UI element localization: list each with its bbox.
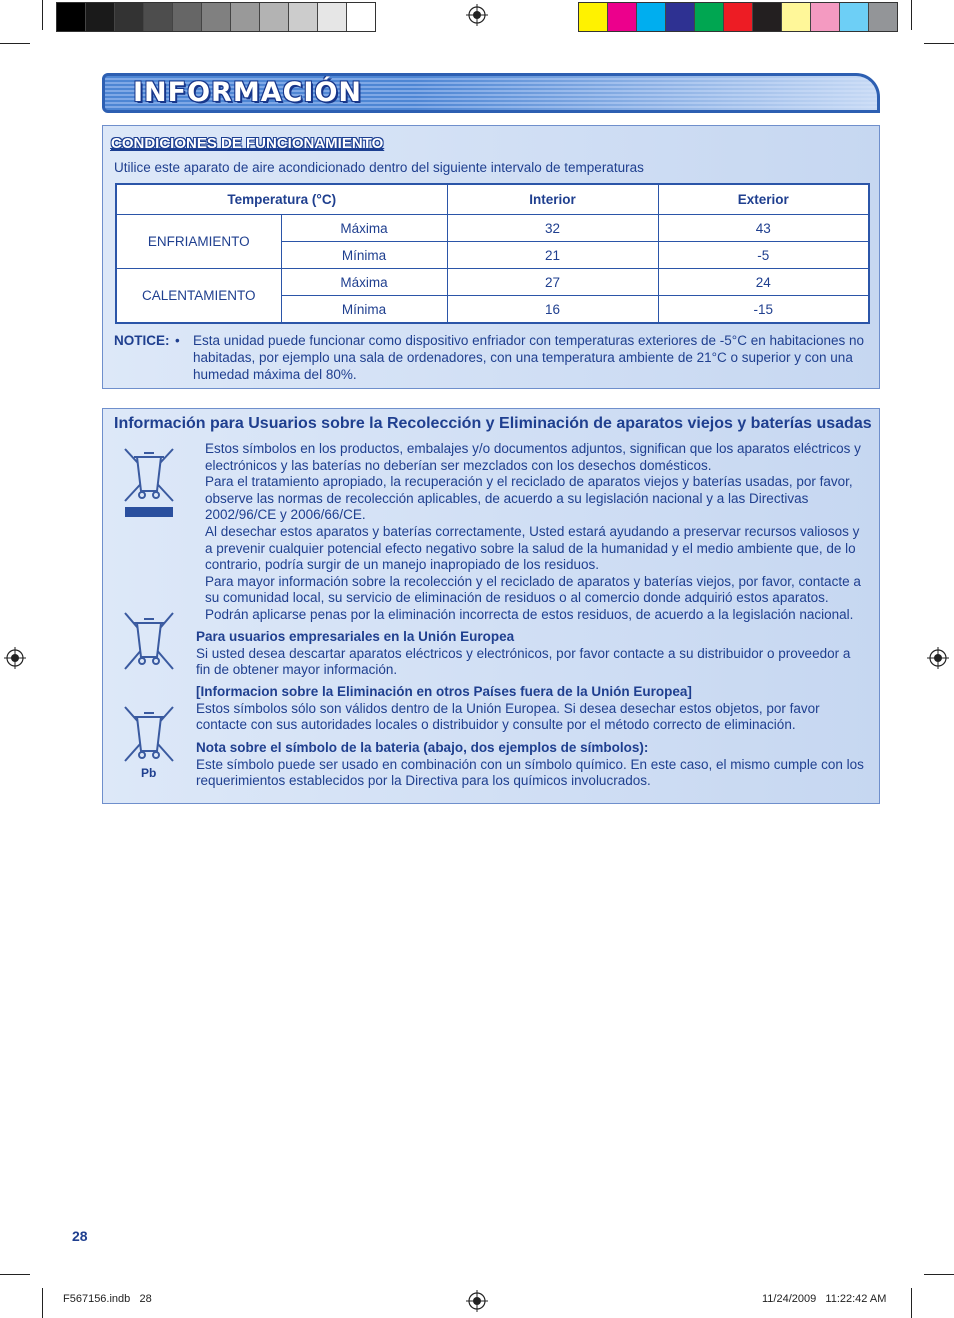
notice-text: Esta unidad puede funcionar como dispositivo enfriador con temperaturas exteriores de -5°C en habitaciones no habitadas, por ejemplo una sala de ordenadores, con una temperatura ambiente de 21°C o superior y con una humedad máxima del 80%. (193, 333, 865, 382)
disposal-text-4: Para mayor información sobre la recolección y el reciclado de aparatos y baterías viejos, por favor, contacte a su comunidad local, su servicio de eliminación de residuos o al comercio donde adquirió estos aparatos. (205, 573, 861, 606)
limit-label-cell: Mínima (281, 296, 447, 324)
other-countries-text: Estos símbolos sólo son válidos dentro de la Unión Europea. Si desea desechar estos objetos, por favor contacte con sus autoridades locales o distribuidor y consulte por el método correcto de eliminación. (196, 700, 820, 733)
notice-bullet: • (175, 333, 180, 348)
crossed-bin-icon (119, 703, 179, 765)
gray-swatch (57, 3, 86, 31)
gray-swatch (115, 3, 144, 31)
crop-mark (42, 1288, 43, 1318)
color-swatch (753, 3, 782, 31)
registration-mark-icon (466, 4, 488, 26)
battery-note-section (196, 740, 868, 790)
disposal-heading: Información para Usuarios sobre la Recolección y Eliminación de aparatos viejos y baterías usadas (114, 415, 872, 432)
color-swatch (811, 3, 840, 31)
color-swatch (724, 3, 753, 31)
other-countries-section (196, 684, 868, 734)
disposal-text-3: Al desechar estos aparatos y baterías correctamente, Usted estará ayudando a preservar recursos valiosos y a prevenir cualquier potencial efecto negativo sobre la salud de la humanidad y el medio ambiente que, de lo contrario, podría surgir de un manejo inapropiado de los residuos. (205, 523, 860, 573)
color-swatch (666, 3, 695, 31)
gray-swatch (173, 3, 202, 31)
color-swatch (695, 3, 724, 31)
business-users-heading: Para usuarios empresariales en la Unión Europea (196, 629, 515, 644)
gray-swatch (202, 3, 231, 31)
gray-swatch (144, 3, 173, 31)
limit-label-cell: Máxima (281, 269, 447, 296)
interior-value-cell: 27 (447, 269, 658, 296)
table-row (116, 215, 869, 242)
exterior-value-cell: -15 (658, 296, 869, 324)
interior-value-cell: 16 (447, 296, 658, 324)
crossed-bin-icon (119, 443, 179, 519)
crop-mark (0, 1274, 30, 1275)
banner-gradient (414, 76, 877, 110)
limit-label-cell: Mínima (281, 242, 447, 269)
crop-mark (924, 43, 954, 44)
exterior-value-cell: 24 (658, 269, 869, 296)
mode-cell: CALENTAMIENTO (116, 269, 281, 324)
battery-note-text: Este símbolo puede ser usado en combinación con un símbolo químico. En este caso, el mismo cumple con los requerimientos establecidos por la Directiva para los químicos involucrados. (196, 756, 864, 789)
disposal-text-1: Estos símbolos en los productos, embalajes y/o documentos adjuntos, significan que los aparatos eléctricos y electrónicos y las baterías no deberían ser mezclados con los desechos domésticos. (205, 441, 861, 473)
crop-mark (0, 43, 30, 44)
chemical-symbol-label: Pb (141, 766, 157, 780)
color-swatch (869, 3, 897, 31)
gray-swatch (318, 3, 347, 31)
crop-mark (911, 0, 912, 30)
business-users-text: Si usted desea descartar aparatos eléctricos y electrónicos, por favor contacte a su distribuidor o proveedor a fin de obtener mayor información. (196, 645, 851, 678)
gray-swatch (231, 3, 260, 31)
disposal-paragraph (205, 441, 869, 624)
registration-mark-icon (466, 1290, 488, 1312)
disposal-text-2: Para el tratamiento apropiado, la recuperación y el reciclado de aparatos viejos y baterías usadas, por favor, observe las normas de recolección aplicables, de acuerdo a su legislación nacional y a las Directivas 2002/96/CE y 2006/66/CE. (205, 474, 853, 523)
exterior-value-cell: 43 (658, 215, 869, 242)
disposal-info-panel (102, 408, 880, 804)
page-number: 28 (72, 1228, 88, 1244)
registration-mark-icon (927, 647, 949, 669)
header-temperature: Temperatura (°C) (116, 184, 447, 215)
grayscale-color-bar (56, 2, 376, 32)
registration-mark-icon (4, 647, 26, 669)
interior-value-cell: 21 (447, 242, 658, 269)
page-title: INFORMACIÓN (133, 77, 363, 108)
color-swatch (579, 3, 608, 31)
footer-file-info: F567156.indb 28 (63, 1293, 152, 1305)
cmyk-color-bar (578, 2, 898, 32)
gray-swatch (347, 3, 375, 31)
gray-swatch (260, 3, 289, 31)
header-interior: Interior (447, 184, 658, 215)
operating-conditions-intro: Utilice este aparato de aire acondicionado dentro del siguiente intervalo de temperaturas (114, 160, 644, 175)
operating-conditions-heading: CONDICIONES DE FUNCIONAMIENTO (111, 135, 384, 152)
crossed-bin-icon (119, 609, 179, 673)
color-swatch (608, 3, 637, 31)
crop-mark (42, 0, 43, 30)
mode-cell: ENFRIAMIENTO (116, 215, 281, 269)
limit-label-cell: Máxima (281, 215, 447, 242)
header-exterior: Exterior (658, 184, 869, 215)
business-users-section (196, 629, 868, 679)
disposal-text-5: Podrán aplicarse penas por la eliminación incorrecta de estos residuos, de acuerdo a la legislación nacional. (205, 606, 854, 622)
footer-datetime: 11/24/2009 11:22:42 AM (762, 1293, 887, 1305)
color-swatch (840, 3, 869, 31)
other-countries-heading: [Informacion sobre la Eliminación en otros Países fuera de la Unión Europea] (196, 684, 692, 699)
battery-note-heading: Nota sobre el símbolo de la bateria (abajo, dos ejemplos de símbolos): (196, 740, 649, 755)
operating-conditions-panel (102, 125, 880, 389)
color-swatch (782, 3, 811, 31)
table-row (116, 269, 869, 296)
notice-label: NOTICE: (114, 333, 170, 348)
crop-mark (911, 1288, 912, 1318)
color-swatch (637, 3, 666, 31)
table-header-row (116, 184, 869, 215)
gray-swatch (289, 3, 318, 31)
interior-value-cell: 32 (447, 215, 658, 242)
crop-mark (924, 1274, 954, 1275)
temperature-table (115, 183, 870, 324)
title-banner (102, 73, 880, 113)
exterior-value-cell: -5 (658, 242, 869, 269)
gray-swatch (86, 3, 115, 31)
